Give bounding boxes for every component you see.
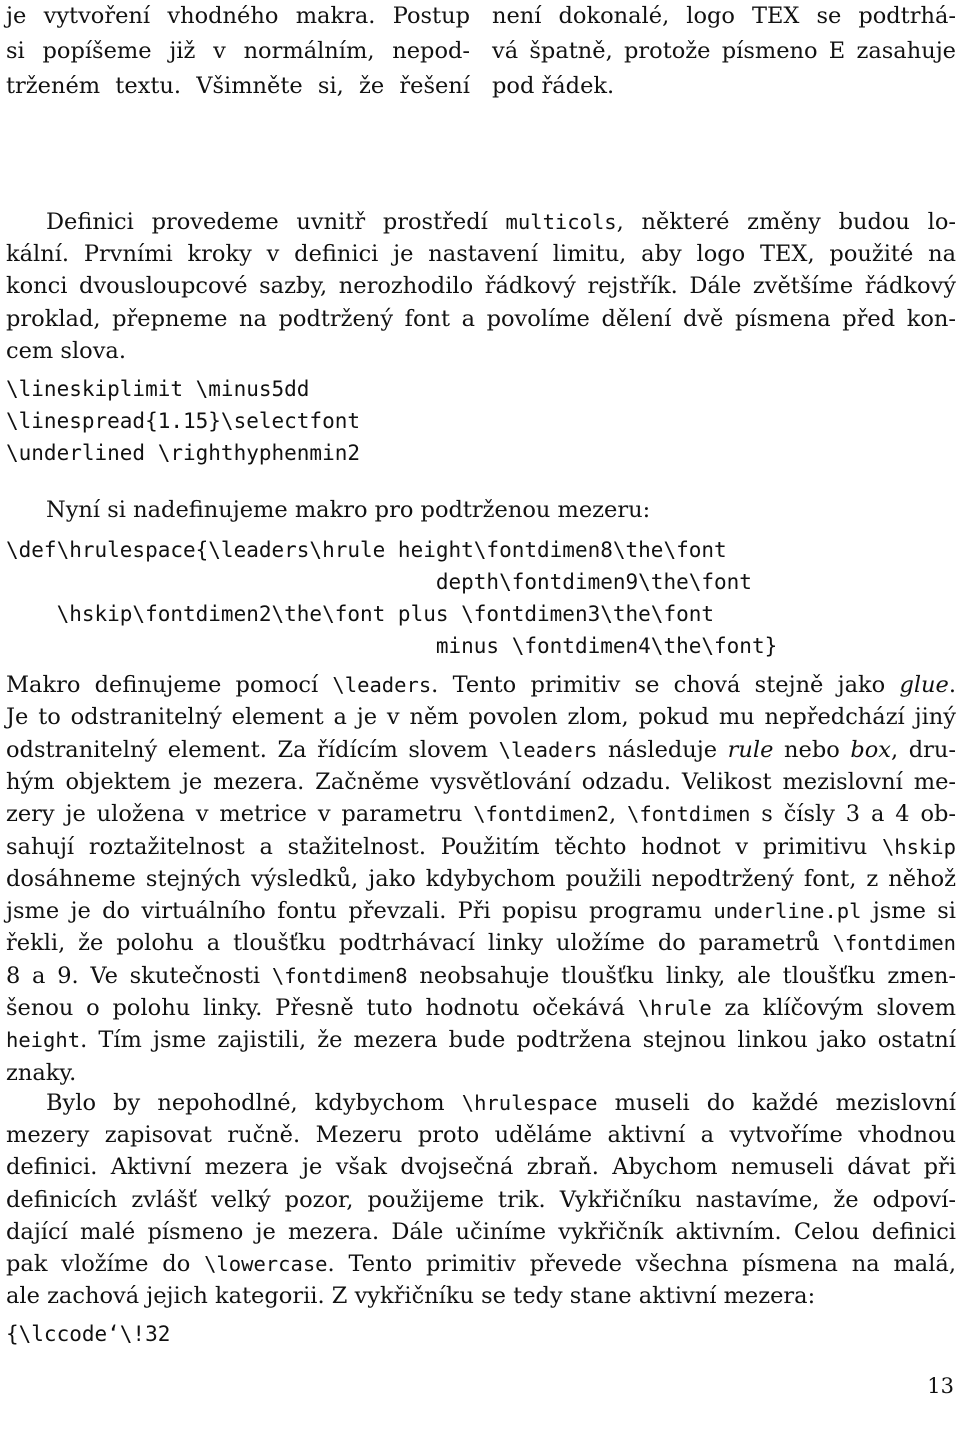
code-line: minus \fontdimen4\the\font}: [6, 634, 778, 658]
text-run: řekli, že polohu a tloušťku podtrhávací linky uložíme do parametrů: [6, 930, 833, 957]
text-line: [6, 895, 956, 927]
code-line: \underlined \righthyphenmin2: [6, 441, 361, 465]
inline-code: \lowercase: [204, 1252, 328, 1276]
text-run: jsme je do virtuálního fontu převzali. Při popisu programu: [6, 898, 714, 925]
text-line: si popíšeme již v normálním, nepod-: [6, 38, 470, 64]
text-run: za klíčovým slovem: [711, 995, 956, 1021]
text-run: jsme si: [861, 898, 956, 925]
text-run: . Tento primitiv se chová stejně jako: [431, 672, 900, 698]
text-run: pak vložíme do: [6, 1251, 205, 1277]
text-line: [6, 927, 956, 959]
code-line: {\lccode‘\!32: [6, 1322, 171, 1346]
text-line: [6, 831, 956, 863]
text-run: Makro definujeme pomocí: [6, 672, 333, 698]
text-run: s čísly 3 a 4 ob-: [750, 801, 957, 828]
text-line: není dokonalé, logo TEX se podtrhá-: [492, 3, 956, 29]
text-run: ,: [608, 801, 627, 828]
inline-code: height: [6, 1028, 81, 1053]
text-run: hým objektem je mezera. Začněme vysvětlování odzadu. Velikost mezislovní me-: [6, 768, 956, 795]
text-run: Definici provedeme uvnitř prostředí: [46, 209, 506, 235]
text-line: [6, 206, 956, 238]
text-line: [6, 992, 956, 1024]
text-line: [6, 701, 956, 733]
code-line: depth\fontdimen9\the\font: [6, 570, 752, 594]
text-run: , některé změny budou lo-: [616, 209, 956, 235]
text-run: . Tím jsme zajistili, že mezera bude podtržena stejnou linkou jako ostatní: [80, 1027, 956, 1054]
inline-code: \fontdimen8: [271, 963, 408, 988]
text-line: Nyní si nadefinujeme makro pro podtrženou mezeru:: [46, 497, 651, 523]
text-line: [6, 335, 126, 367]
text-line: [6, 1248, 956, 1280]
inline-code: \fontdimen: [627, 802, 751, 827]
text-line: [6, 1087, 956, 1119]
text-run: Bylo by nepohodlné, kdybychom: [46, 1090, 462, 1116]
inline-code: \fontdimen2: [473, 802, 609, 827]
text-run: následuje: [597, 736, 728, 763]
text-line: [6, 1119, 956, 1151]
inline-code: \leaders: [332, 673, 432, 697]
text-run: kální. Prvními kroky v definici je nastavení limitu, aby logo TEX, použité na: [6, 241, 956, 268]
inline-code: \fontdimen: [832, 931, 956, 956]
text-run: museli do každé mezislovní: [597, 1090, 956, 1116]
inline-code: \hskip: [881, 834, 956, 859]
text-line: [6, 734, 956, 766]
text-line: [6, 1057, 76, 1089]
emphasis-term: rule: [727, 736, 774, 763]
text-run: šenou o polohu linky. Přesně tuto hodnotu očekává: [6, 995, 638, 1021]
text-line: je vytvoření vhodného makra. Postup: [6, 3, 470, 29]
text-line: [6, 1151, 956, 1183]
inline-code: \hrulespace: [461, 1091, 598, 1115]
text-line: [6, 270, 956, 302]
text-run: neobsahuje tloušťku linky, ale tloušťku zmen-: [407, 962, 956, 989]
text-line: [6, 303, 956, 335]
text-line: [6, 669, 956, 701]
text-run: 8 a 9. Ve skutečnosti: [6, 962, 272, 989]
text-run: .: [948, 672, 957, 698]
text-run: nebo: [773, 736, 851, 763]
text-run: , dru-: [891, 736, 956, 763]
text-run: znaky.: [6, 1059, 77, 1086]
emphasis-term: box: [850, 736, 891, 763]
text-line: trženém textu. Všimněte si, že řešení: [6, 73, 470, 99]
code-line: \lineskiplimit \minus5dd: [6, 377, 310, 401]
text-run: sahují roztažitelnost a stažitelnost. Použitím těchto hodnot v primitivu: [6, 833, 882, 860]
code-line: \def\hrulespace{\leaders\hrule height\fontdimen8\the\font: [6, 538, 727, 562]
text-run: . Tento primitiv převede všechna písmena na malá,: [327, 1251, 956, 1277]
text-run: proklad, přepneme na podtržený font a povolíme dělení dvě písmena před kon-: [6, 305, 956, 332]
text-run: definici. Aktivní mezera je však dvojsečná zbraň. Abychom nemuseli dávat při: [6, 1154, 956, 1181]
text-line: pod řádek.: [492, 73, 615, 99]
inline-code: underline.pl: [713, 899, 862, 924]
text-run: cem slova.: [6, 337, 126, 364]
text-run: konci dvousloupcové sazby, nerozhodilo řádkový rejstřík. Dále zvětšíme řádkový: [6, 273, 956, 300]
text-line: [6, 960, 956, 992]
inline-code: \hrule: [637, 996, 712, 1020]
code-line: \linespread{1.15}\selectfont: [6, 409, 361, 433]
text-line: [6, 238, 956, 270]
page-number: 13: [927, 1374, 954, 1398]
text-run: dající malé písmeno je mezera. Dále učiníme vykřičník aktivním. Celou definici: [6, 1218, 956, 1245]
text-line: [6, 766, 956, 798]
text-run: odstranitelný element. Za řídícím slovem: [6, 736, 499, 763]
text-line: [6, 798, 956, 830]
text-run: Je to odstranitelný element a je v něm povolen zlom, pokud mu nepředchází jiný: [6, 704, 956, 731]
inline-code: \leaders: [498, 737, 598, 762]
text-line: vá špatně, protože písmeno E zasahuje: [492, 38, 956, 64]
text-run: mezery zapisovat ručně. Mezeru proto uděláme aktivní a vytvoříme vhodnou: [6, 1122, 956, 1149]
text-run: zery je uložena v metrice v parametru: [6, 801, 474, 828]
text-line: [6, 863, 956, 895]
text-run: ale zachová jejich kategorii. Z vykřičníku se tedy stane aktivní mezera:: [6, 1283, 816, 1310]
emphasis-term: glue: [899, 672, 949, 698]
code-line: \hskip\fontdimen2\the\font plus \fontdimen3\the\font: [6, 602, 715, 626]
text-line: [6, 1280, 815, 1312]
text-line: [6, 1216, 956, 1248]
text-line: [6, 1184, 956, 1216]
inline-code: multicols: [505, 210, 617, 234]
text-run: dosáhneme stejných výsledků, jako kdybychom použili nepodtržený font, z něhož: [6, 865, 956, 892]
text-run: definicích zvlášť velký pozor, použijeme trik. Vykřičníku nastavíme, že odpoví-: [6, 1186, 956, 1213]
text-line: [6, 1024, 956, 1056]
